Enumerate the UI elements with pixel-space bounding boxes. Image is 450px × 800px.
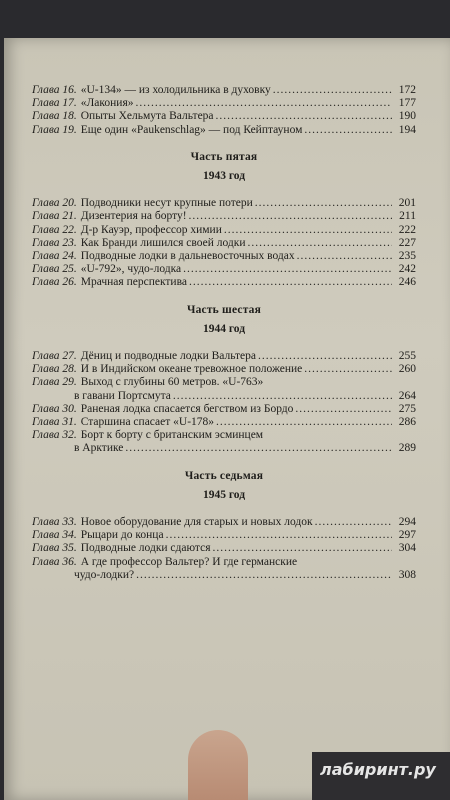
page-number: 211	[399, 210, 416, 223]
toc-entry[interactable]	[32, 224, 416, 237]
page-number: 264	[398, 389, 416, 402]
chapter-label: Глава 34.	[32, 529, 77, 542]
part-year: 1945 год	[202, 488, 246, 501]
toc-entry[interactable]	[32, 516, 416, 529]
chapter-title-continued: в гавани Портсмута	[74, 389, 171, 402]
chapter-label: Глава 36.	[32, 555, 77, 568]
toc-entry[interactable]	[32, 403, 416, 416]
page-number: 222	[398, 223, 416, 236]
dot-leader	[315, 516, 392, 529]
dot-leader	[189, 210, 392, 223]
chapter-title: Борт к борту с британским эсминцем	[80, 429, 264, 442]
page-number: 190	[398, 110, 416, 123]
toc-entry[interactable]	[32, 237, 416, 250]
dot-leader	[183, 263, 392, 276]
chapter-title: Старшина спасает «U-178»	[80, 416, 215, 429]
toc-entry[interactable]	[32, 429, 416, 455]
page-number: 246	[398, 276, 416, 289]
toc-entry[interactable]	[32, 376, 416, 402]
dot-leader	[173, 390, 392, 403]
chapter-title: Дизентерия на борту!	[80, 210, 187, 223]
dot-leader	[304, 124, 392, 137]
page-number: 297	[398, 529, 416, 542]
chapter-title: «U-134» — из холодильника в духовку	[80, 84, 271, 96]
chapter-title: А где профессор Вальтер? И где германские	[80, 555, 298, 568]
dot-leader	[216, 110, 392, 123]
book-page	[4, 38, 450, 800]
page-number: 235	[398, 250, 416, 263]
page-number: 294	[398, 516, 416, 529]
toc-entry[interactable]	[32, 363, 416, 376]
chapter-title: Д-р Кауэр, профессор химии	[80, 223, 222, 236]
page-number: 304	[398, 542, 416, 555]
toc-entry[interactable]	[32, 124, 416, 137]
chapter-label: Глава 19.	[32, 123, 77, 136]
toc-entry-line-2	[32, 442, 416, 455]
chapter-label: Глава 27.	[32, 350, 77, 363]
chapter-label: Глава 29.	[32, 376, 77, 389]
dot-leader	[224, 224, 392, 237]
page-number: 201	[398, 197, 416, 210]
dot-leader	[213, 542, 393, 555]
part-title: Часть шестая	[186, 303, 262, 316]
page-number: 255	[398, 350, 416, 363]
chapter-title-continued: в Арктике	[74, 442, 124, 455]
table-of-contents	[32, 84, 416, 582]
chapter-label: Глава 20.	[32, 197, 77, 210]
page-number: 194	[398, 123, 416, 136]
page-number: 172	[398, 84, 416, 96]
dot-leader	[189, 276, 392, 289]
chapter-title: Подводные лодки в дальневосточных водах	[80, 250, 295, 263]
chapter-label: Глава 21.	[32, 210, 77, 223]
part-year: 1944 год	[202, 322, 246, 335]
chapter-label: Глава 22.	[32, 223, 77, 236]
chapter-label: Глава 26.	[32, 276, 77, 289]
chapter-label: Глава 30.	[32, 402, 77, 415]
part-heading	[32, 470, 416, 502]
page-number: 286	[398, 416, 416, 429]
chapter-title: Рыцари до конца	[80, 529, 164, 542]
chapter-label: Глава 17.	[32, 97, 77, 110]
watermark-logo: лабиринт.ру	[320, 760, 436, 779]
chapter-label: Глава 25.	[32, 263, 77, 276]
toc-entry[interactable]	[32, 276, 416, 289]
chapter-title: Подводные лодки сдаются	[80, 542, 211, 555]
dot-leader	[125, 442, 392, 455]
part-heading	[32, 151, 416, 183]
toc-entry-line-1	[32, 429, 416, 442]
dot-leader	[247, 237, 392, 250]
dot-leader	[136, 97, 392, 110]
dot-leader	[258, 350, 392, 363]
dot-leader	[136, 569, 392, 582]
toc-entry-line-2	[32, 390, 416, 403]
chapter-label: Глава 24.	[32, 250, 77, 263]
chapter-title: Еще один «Paukenschlag» — под Кейптауном	[80, 123, 303, 136]
toc-entry-line-1	[32, 376, 416, 389]
chapter-title: «U-792», чудо-лодка	[80, 263, 182, 276]
chapter-title: Дёниц и подводные лодки Вальтера	[80, 350, 257, 363]
page-number: 275	[398, 402, 416, 415]
page-number: 242	[398, 263, 416, 276]
page-number: 227	[398, 236, 416, 249]
chapter-title: Мрачная перспектива	[80, 276, 187, 289]
finger-photo-shape	[188, 730, 248, 800]
dot-leader	[304, 363, 392, 376]
toc-entry[interactable]	[32, 97, 416, 110]
toc-entry[interactable]	[32, 197, 416, 210]
page-number: 260	[398, 363, 416, 376]
chapter-title: Новое оборудование для старых и новых лодок	[80, 516, 313, 529]
part-year: 1943 год	[202, 170, 246, 183]
chapter-label: Глава 33.	[32, 516, 77, 529]
chapter-title: Как Бранди лишился своей лодки	[80, 236, 246, 249]
dot-leader	[273, 84, 392, 97]
chapter-title: Опыты Хельмута Вальтера	[80, 110, 214, 123]
dot-leader	[297, 250, 392, 263]
chapter-label: Глава 23.	[32, 236, 77, 249]
chapter-title: Подводники несут крупные потери	[80, 197, 253, 210]
chapter-label: Глава 31.	[32, 416, 77, 429]
toc-entry[interactable]	[32, 250, 416, 263]
page-number: 308	[398, 568, 416, 581]
part-title: Часть пятая	[190, 150, 258, 163]
chapter-title: Выход с глубины 60 метров. «U-763»	[80, 376, 264, 389]
toc-entry[interactable]	[32, 110, 416, 123]
chapter-label: Глава 32.	[32, 429, 77, 442]
part-title: Часть седьмая	[184, 469, 264, 482]
dot-leader	[166, 529, 392, 542]
page-number: 177	[398, 97, 416, 110]
toc-entry-line-2	[32, 569, 416, 582]
toc-entry[interactable]	[32, 556, 416, 582]
dot-leader	[216, 416, 392, 429]
toc-entry[interactable]	[32, 263, 416, 276]
dot-leader	[255, 197, 392, 210]
chapter-title: «Лакония»	[80, 97, 134, 110]
chapter-title: И в Индийском океане тревожное положение	[80, 363, 303, 376]
chapter-title: Раненая лодка спасается бегством из Бордо	[80, 402, 294, 415]
chapter-label: Глава 28.	[32, 363, 77, 376]
toc-entry[interactable]	[32, 529, 416, 542]
toc-entry[interactable]	[32, 542, 416, 555]
toc-entry[interactable]	[32, 210, 416, 223]
chapter-label: Глава 35.	[32, 542, 77, 555]
part-heading	[32, 304, 416, 336]
toc-entry[interactable]	[32, 350, 416, 363]
page-number: 289	[398, 442, 416, 455]
toc-entry[interactable]	[32, 84, 416, 97]
chapter-label: Глава 16.	[32, 84, 77, 96]
chapter-label: Глава 18.	[32, 110, 77, 123]
chapter-title-continued: чудо-лодки?	[74, 568, 135, 581]
dot-leader	[295, 403, 392, 416]
toc-entry[interactable]	[32, 416, 416, 429]
toc-entry-line-1	[32, 556, 416, 569]
